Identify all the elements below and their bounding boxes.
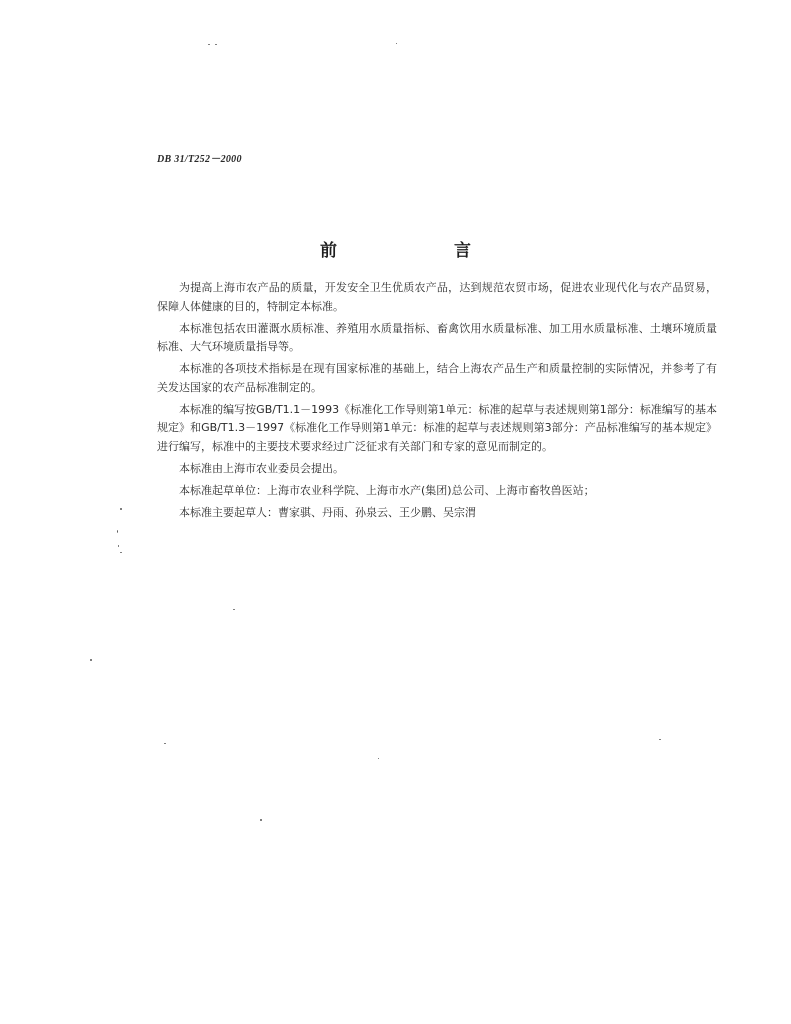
standard-code: DB 31/T252－2000 xyxy=(157,154,242,165)
scan-speck xyxy=(260,819,262,821)
scan-speck xyxy=(208,44,210,45)
scan-speck xyxy=(118,545,119,547)
paragraph-drafters: 本标准主要起草人：曹家骐、丹雨、孙泉云、王少鹏、吴宗渭 xyxy=(179,505,476,519)
paragraph-drafting-units: 本标准起草单位：上海市农业科学院、上海市水产(集团)总公司、上海市畜牧兽医站； xyxy=(179,483,595,497)
paragraph-drafting-rules: 本标准的编写按GB/T1.1－1993《标准化工作导则第1单元：标准的起草与表述规则第1部分：标准编写的基本规定》和GB/T1.3－1997《标准化工作导则第1单元：标准的起草与表述规则第3部分：产品标准编写的基本规定》进行编写，标准中的主要技术要求经过广泛征求有关部门和专家的意见而制定的。 xyxy=(157,402,717,453)
scan-speck xyxy=(396,43,397,44)
scan-speck xyxy=(164,743,166,744)
paragraph-proposer: 本标准由上海市农业委员会提出。 xyxy=(179,461,344,475)
scan-speck xyxy=(378,758,379,759)
paragraph-scope: 本标准包括农田灌溉水质标准、养殖用水质量指标、畜禽饮用水质量标准、加工用水质量标准、土壤环境质量标准、大气环境质量指导等。 xyxy=(157,321,717,354)
scan-speck xyxy=(120,552,122,553)
scan-speck xyxy=(120,508,122,510)
scan-speck xyxy=(90,659,92,661)
scan-speck xyxy=(215,44,217,45)
paragraph-purpose: 为提高上海市农产品的质量，开发安全卫生优质农产品，达到规范农贸市场，促进农业现代化与农产品贸易，保障人体健康的目的，特制定本标准。 xyxy=(157,281,717,313)
scan-speck xyxy=(233,609,235,610)
scan-speck xyxy=(659,739,661,740)
scan-speck xyxy=(117,530,118,533)
page-title: 前 言 xyxy=(320,241,521,261)
paragraph-basis: 本标准的各项技术指标是在现有国家标准的基础上，结合上海农产品生产和质量控制的实际情况，并参考了有关发达国家的农产品标准制定的。 xyxy=(157,362,717,394)
preface-body xyxy=(157,279,717,526)
